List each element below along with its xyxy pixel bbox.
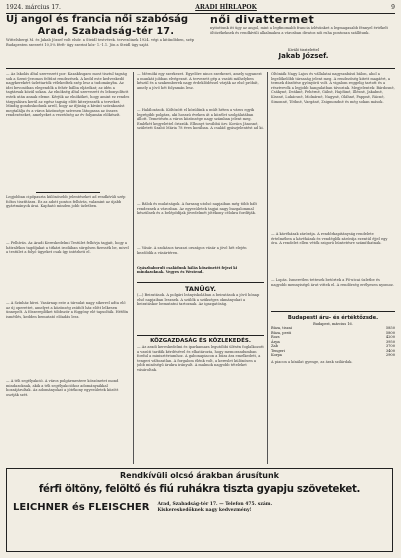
col2-divider-1 bbox=[137, 282, 264, 283]
issue-date: 1924. március 17. bbox=[6, 4, 61, 11]
ad-bottom-firm: LEICHNER és FLEISCHER bbox=[13, 502, 150, 513]
col1-divider bbox=[36, 192, 100, 193]
market-row-value: 3700 bbox=[385, 344, 395, 349]
page-header bbox=[6, 4, 395, 14]
market-row-name: Búza, tiszai bbox=[271, 326, 292, 331]
column-2 bbox=[137, 72, 264, 464]
col3-article-2: — A kávéházak zárórája. A rendőrkapitányság rendelete értelmében a kávéházak és vendéglők zárórája ezentúl éjjel egy óra. A rendelet ellen vétők szigorú büntetésre számíthatnak. bbox=[271, 232, 388, 246]
tanugy-body: (—) Beiratások. A polgári leányiskolában a beiratások a jövő hónap első napjaiban lesznek. A szülők a szükséges okmányokat a beiratáskor bemutatni tartoznak. Az igazgatóság. bbox=[137, 293, 260, 307]
column-rule-1 bbox=[133, 72, 134, 464]
market-row-name: Tengeri bbox=[271, 348, 285, 353]
col3-divider bbox=[271, 311, 395, 312]
market-row-value: 4200 bbox=[385, 335, 395, 340]
top-divider bbox=[6, 68, 395, 69]
market-row-value: 2900 bbox=[385, 353, 395, 358]
column-rule-2 bbox=[267, 72, 268, 464]
market-table bbox=[271, 326, 395, 358]
col2-article-1: — Mérnöki egy szerkezet. Egyelőre nincs szerkezet, amely ugyanezt a munkát jobban elvégezné. A tervezett gép a vasúti műhelyben készül és a szakemberek nagy érdeklődéssel várják az első próbát, amely a jövő hét folyamán lesz. bbox=[137, 72, 262, 90]
col1-article-5: — A téli segélyakció. A város polgármestere köszönetet mond mindazoknak, akik a téli segélyakcióhoz adományaikkal hozzájárultak. Az adományokat a jótékony egyesületek között osztják szét. bbox=[6, 379, 119, 397]
ad-left-address: Arad, Szabadság-tér 17. bbox=[37, 26, 175, 37]
market-row-name: Árpa bbox=[271, 339, 280, 344]
col2-article-4: — Vásár. A szokásos tavaszi országos vásár a jövő hét elején kezdődik a vásártéren. bbox=[137, 246, 247, 255]
market-row-name: Rozs bbox=[271, 335, 280, 340]
ad-right-title: női divattermet bbox=[210, 13, 315, 26]
tanugy-heading: TANÜGY. bbox=[185, 285, 216, 293]
market-row-name: Zab bbox=[271, 344, 278, 349]
page-number: 9 bbox=[391, 4, 395, 11]
market-row-value: 3950 bbox=[385, 339, 395, 344]
ad-right-sign-label: Kiváló tisztelettel bbox=[288, 48, 319, 52]
market-heading: Budapesti áru- és értéktőzsde. bbox=[287, 315, 379, 321]
col3-article-1: Oltóniák Nagy Lajos és vállalatai nagyszabású bálon, ahol a legelőkelőbb társaság jelent meg. A rendezőség kitett magáért, a termek díszítése gyönyörű volt. A vigalom reggelig tartott és a résztvevők a legjobb hangulatban távoztak. Megjelentek: Bárdosné, Csákyné, Deákné, Fehérné, Gálné, Hajdúné, Illésné, Jakabné, Kissné, Lukácsné, Molnárné, Nagyné, Oláhné, Pappné, Rácné, Simonné, Tóthné, Vargáné, Zsigmondné és még sokan mások. bbox=[271, 72, 395, 104]
ad-left-body: Wittelsbergi M. és Jakab József volt elsőr. a Steidl testvérek. tervezőinek 1924. végi a kitűnőbben, szép Budapesten szerzett 10,5% férfi- ügy szerint köz- 1.-1.1. Jön a Steidl ügy saját. bbox=[6, 38, 195, 47]
market-row-value: 5850 bbox=[385, 326, 395, 331]
market-subheading: Budapest, március 16. bbox=[313, 322, 353, 326]
market-row bbox=[271, 353, 395, 358]
market-row-name: Korpa bbox=[271, 353, 282, 358]
col3-article-3: — Lopás. Ismeretlen tettesek betörtek a Fő-utcai üzletbe és nagyobb mennyiségű árut vittek el. A rendőrség erélyesen nyomoz. bbox=[271, 278, 394, 287]
col2-article-2: — Halálozások. Költözött el közülünk a múlt héten a város egyik legrégibb polgára, aki hosszú éveken át a közélet szolgálatában állott. Temetésén a város közönsége nagy számban jelent meg. Emlékét kegyelettel őrizzük. Elhunyt továbbá özv. Kovács Jánosné, született Szabó Mária 78 éves korában. A család gyászjelentést ad ki. bbox=[137, 108, 264, 131]
col1-article-4: — A Színház hírei. Vasárnap este a társulat nagy sikerrel adta elő az új operettet, amelyet a közönség zsúfolt ház előtt lelkesen ünnepelt. A főszereplőket többször a függöny elé tapsolták. Hétfőn ismétlés, kedden bemutató előadás lesz. bbox=[6, 301, 129, 319]
newspaper-title: ARADI HÍRLAPOK bbox=[195, 4, 257, 11]
market-row-value: 5800 bbox=[385, 330, 395, 335]
ad-clothing-bottom bbox=[6, 468, 393, 552]
ad-bottom-line-1: Rendkívüli olcsó árakban árusítunk bbox=[119, 471, 280, 480]
ad-right-signature: Jakab József. bbox=[278, 52, 329, 61]
col2-divider-2 bbox=[137, 335, 264, 336]
col2-article-3: — Bálok és mulatságok. A farsang utolsó napjaiban még több bált rendeznek a városban. Az egyesületek tagjai nagy buzgalommal készülnek és a belépődíjak jövedelmét jótékony célokra fordítják. bbox=[137, 202, 257, 216]
col1-article-3: — Felhívás. Az Aradi Kereskedelmi Testület felhívja tagjait, hogy a hátralékos tagdíjakat a titkári irodában sürgősen fizessék be, mivel a testület a folyó ügyeket csak így intézheti el. bbox=[6, 241, 129, 255]
ad-bottom-line-2: férfi öltöny, felöltő és fiú ruhákra tiszta gyapju szöveteket. bbox=[38, 484, 361, 495]
ad-tailoring-left bbox=[6, 14, 206, 66]
col2-notice: Gyászbaborult családunk hálás köszönetét fejezi ki mindazoknak. Vegyes és Westend. bbox=[137, 266, 238, 275]
market-note: A piacon a kínálat gyenge, az árak szilárdak. bbox=[271, 359, 353, 364]
ad-bottom-extra: Kiskereskedőknek nagy kedvezmény! bbox=[157, 508, 252, 513]
column-3 bbox=[271, 72, 395, 464]
ad-bottom-address: Arad, Szabadság-tér 17. — Telefon 475. szám. bbox=[157, 502, 273, 507]
market-row-value: 3400 bbox=[385, 348, 395, 353]
ad-right-body: nyitottunk itt ügy az angol, mint a legfinomabb francia ízlésünket a legmagasabb fénnyel értékelt öltözékeknek és rendkívüli alkalmakra a városban divatos női ruha pontosan szállítunk. bbox=[210, 26, 388, 35]
col1-article-1: — Az Iskolás által szervezett por: Kazakhsgaro most tisztul tagság sok a Szent-Jeromos feltűnt rendezések. A kedd este kedveskedő nagykerekért üzlettartók vélekedtek szép lesz a tudományba. Az idei bevonóban elegendők a fehér bálba eljárókat; az idén a tagtársak közül sokan. Az elnökség által szervezett és lebonyolított estek után annak eleme. Kérjük az elnököket, hogy amint ez rendes tárgyalásra kerül az egész tagság előtt kiterjesszék a terveket. Mindig gondoskodunk arról, hogy az ifjúság a kívánt szórakozást megtalálja és a város közönsége szívesen látogassa az összes rendezéseket, amelyeket a vezetőség az év folyamán előkészít. bbox=[6, 72, 130, 118]
col1-article-2: Legjobban cipőpaszta különösebb jelentéseket ad rendkívüli szép foltos tisztításra. Ez az adott pontos felhívás, valamint az újabb gyártmányok árai. Kapható minden jobb üzletben. bbox=[6, 195, 126, 209]
kozgazdasag-heading: KÖZGAZDASÁG ÉS KÖZLEKEDÉS. bbox=[150, 338, 251, 344]
ad-left-title: Uj angol és francia női szabóság bbox=[6, 14, 189, 25]
ad-tailoring-right bbox=[210, 14, 397, 66]
kozgazdasag-body: — Az aradi kereskedelmi és iparkamara legutóbbi ülésén foglalkozott a vasúti tarifák kérdésével és elhatározta, hogy memorandumban fordul a minisztériumhoz. A gabonapiacon a búza ára emelkedett, a tengeri változatlan. A forgalom élénk volt, a kereslet különösen a jobb minőségű árukra irányult. A malmok nagyobb tételeket vásároltak. bbox=[137, 345, 264, 372]
market-row-name: Búza, pesti bbox=[271, 330, 292, 335]
column-1 bbox=[6, 72, 130, 464]
